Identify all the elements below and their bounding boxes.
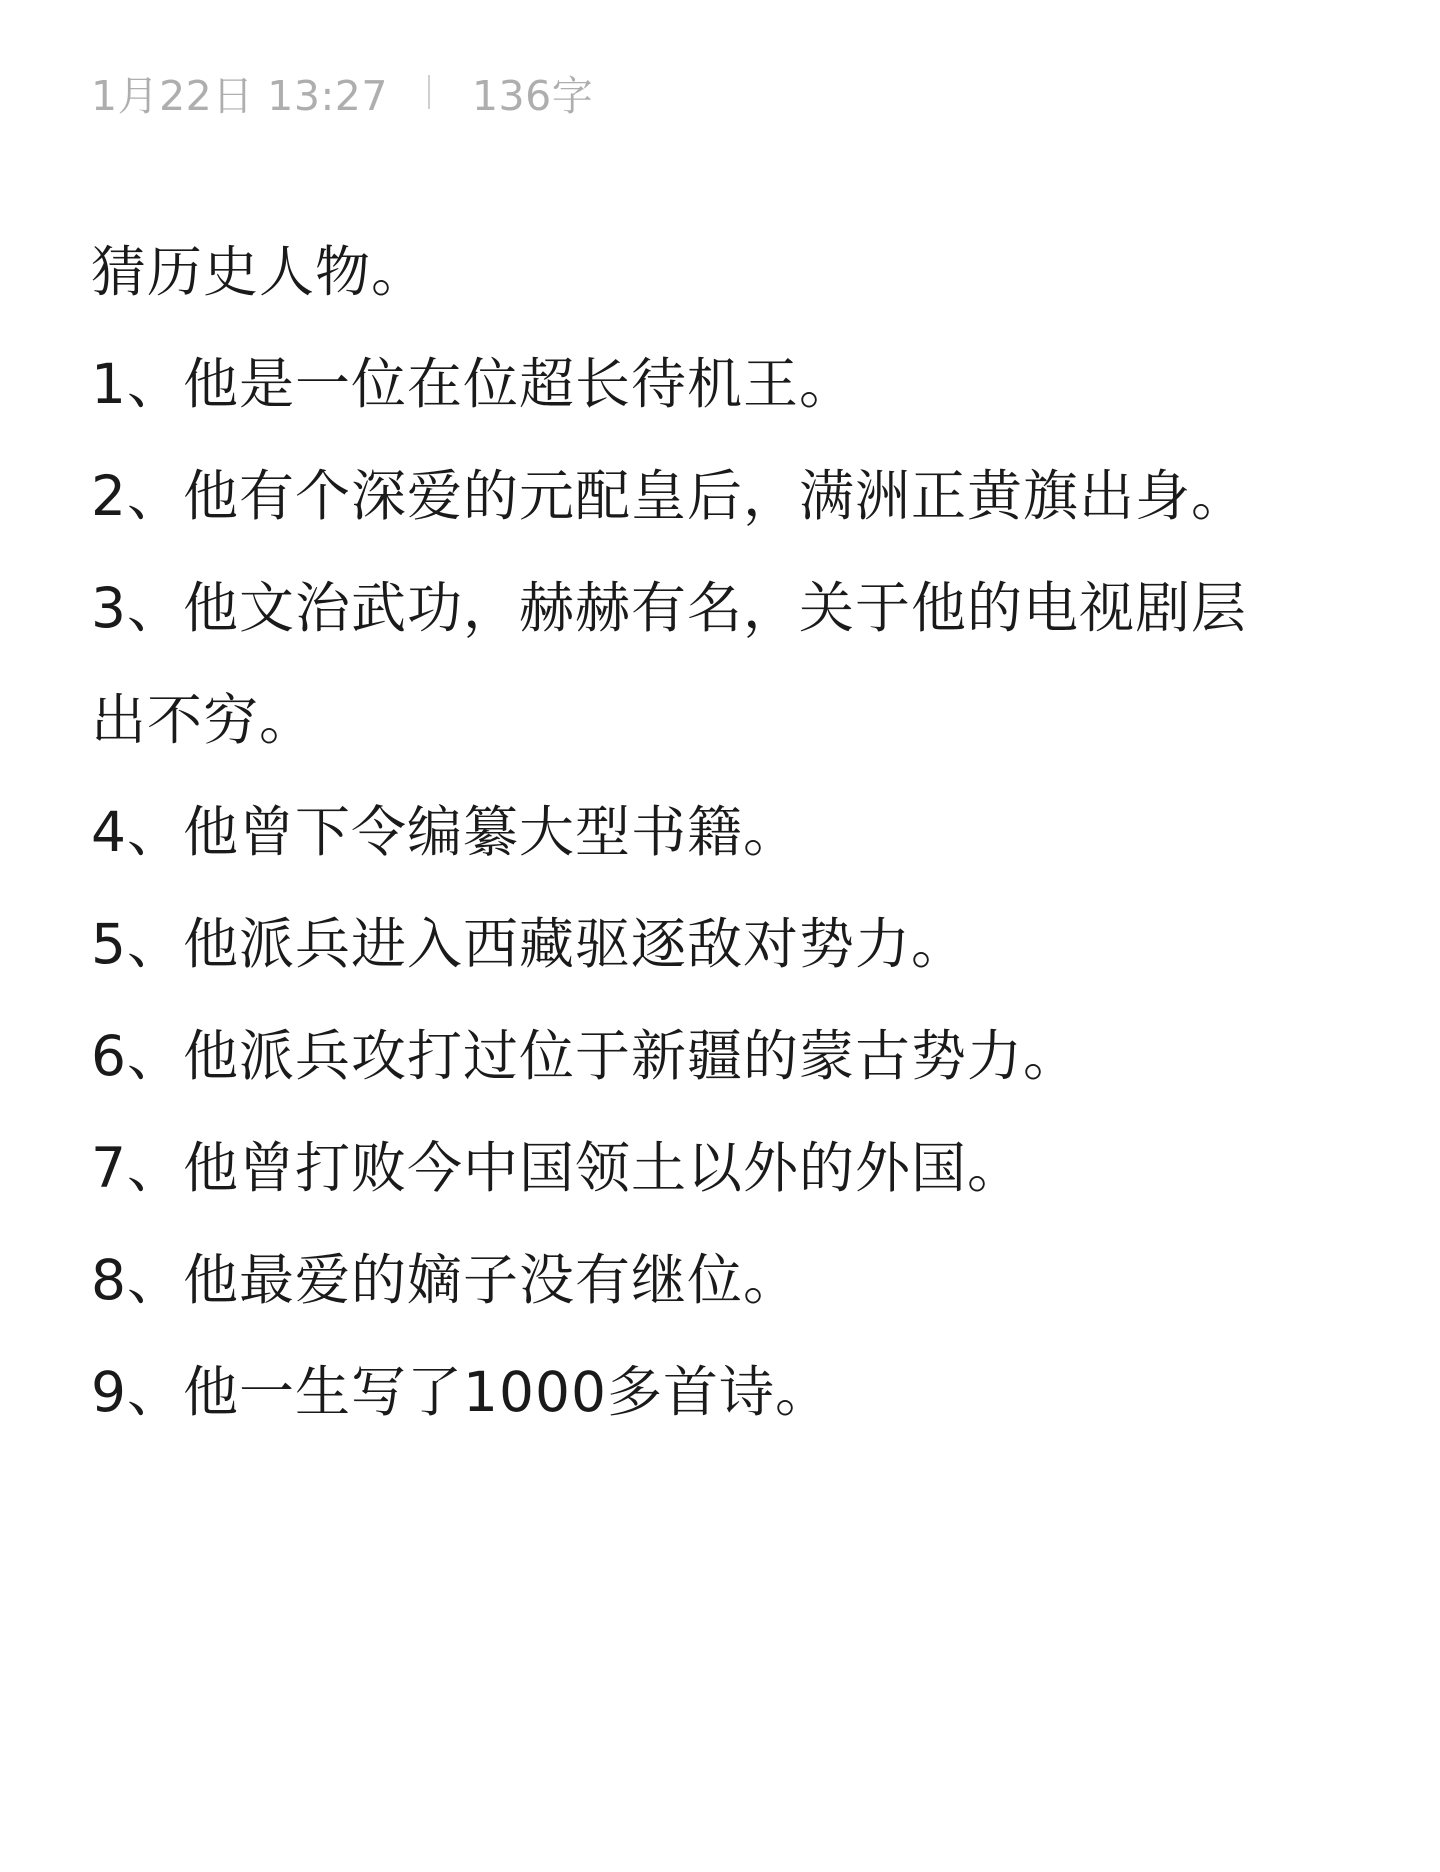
note-line-9: 9、他一生写了1000多首诗。 <box>91 1360 831 1424</box>
note-line-8: 8、他最爱的嫡子没有继位。 <box>91 1248 799 1312</box>
note-body[interactable] <box>91 216 1381 1448</box>
note-meta-bar <box>91 62 593 122</box>
note-word-count: 136字 <box>471 71 594 120</box>
note-line-5: 5、他派兵进入西藏驱逐敌对势力。 <box>91 912 967 976</box>
meta-divider <box>428 75 430 109</box>
note-line-7: 7、他曾打败今中国领土以外的外国。 <box>91 1136 1023 1200</box>
note-line-3: 3、他文治武功，赫赫有名，关于他的电视剧层 <box>91 576 1247 640</box>
note-line-6: 6、他派兵攻打过位于新疆的蒙古势力。 <box>91 1024 1079 1088</box>
note-datetime: 1月22日 13:27 <box>91 71 388 120</box>
note-title-line: 猜历史人物。 <box>91 240 428 304</box>
note-line-3-continued: 出不穷。 <box>91 688 316 752</box>
note-line-1: 1、他是一位在位超长待机王。 <box>91 352 855 416</box>
note-line-2: 2、他有个深爱的元配皇后，满洲正黄旗出身。 <box>91 464 1247 528</box>
note-line-4: 4、他曾下令编纂大型书籍。 <box>91 800 799 864</box>
